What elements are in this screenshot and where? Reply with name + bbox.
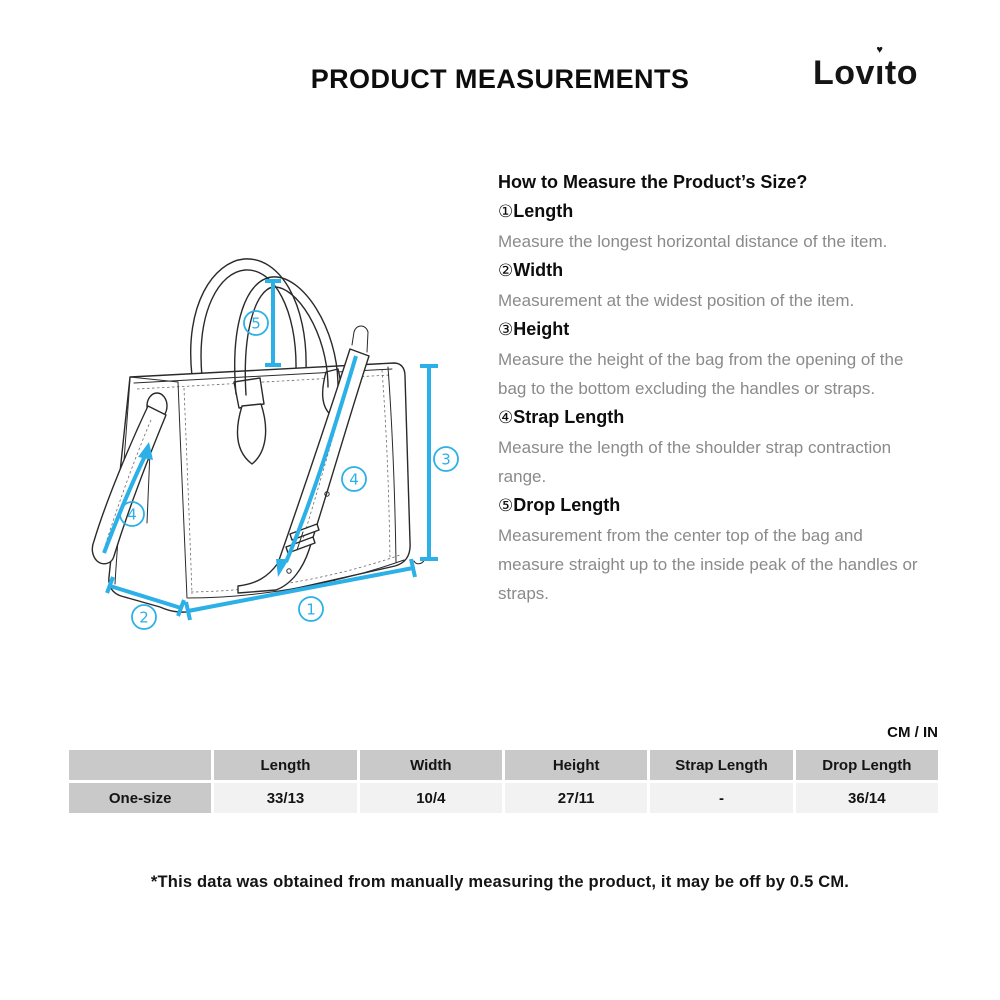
brand-logo-i: ı ♥	[874, 44, 885, 92]
svg-text:4: 4	[349, 470, 359, 489]
brand-logo-pre: Lov	[813, 54, 875, 92]
svg-text:5: 5	[251, 314, 261, 333]
instruction-label: Width	[513, 260, 564, 280]
table-value-strap-length: -	[650, 783, 792, 813]
instruction-label: Height	[513, 319, 570, 339]
bag-back-handle	[191, 259, 306, 377]
bag-line-drawing	[88, 246, 468, 646]
instruction-desc: Measurement from the center top of the bag and measure straight up to the inside peak of the handles or straps.	[498, 526, 918, 603]
instruction-item-length	[498, 197, 928, 256]
how-to-measure-title: How to Measure the Product’s Size?	[498, 172, 808, 192]
svg-text:2: 2	[139, 608, 149, 627]
brand-logo-post: to	[884, 54, 918, 92]
svg-text:1: 1	[306, 600, 316, 619]
instruction-item-height	[498, 315, 928, 403]
instruction-label: Length	[513, 201, 574, 221]
instruction-label: Drop Length	[513, 495, 621, 515]
circled-number: ④	[498, 408, 514, 428]
circled-number: ⑤	[498, 496, 514, 516]
size-table	[69, 750, 938, 813]
instruction-desc: Measure the length of the shoulder strap contraction range.	[498, 438, 892, 486]
units-label: CM / IN	[887, 724, 938, 741]
circled-number: ①	[498, 202, 514, 222]
measurement-disclaimer: *This data was obtained from manually measuring the product, it may be off by 0.5 CM.	[150, 873, 850, 891]
svg-text:3: 3	[441, 450, 451, 469]
instruction-item-width	[498, 256, 928, 315]
circled-number: ③	[498, 320, 514, 340]
heart-icon: ♥	[876, 44, 884, 56]
instruction-label: Strap Length	[513, 407, 625, 427]
brand-logo	[813, 44, 918, 93]
instruction-item-strap-length	[498, 403, 928, 491]
table-header-height: Height	[505, 750, 647, 780]
table-value-length: 33/13	[214, 783, 356, 813]
svg-text:4: 4	[127, 505, 137, 524]
how-to-measure-section	[498, 168, 928, 608]
table-header-width: Width	[360, 750, 502, 780]
table-header-empty	[69, 750, 211, 780]
table-value-height: 27/11	[505, 783, 647, 813]
table-value-drop-length: 36/14	[796, 783, 938, 813]
instruction-item-drop-length	[498, 491, 928, 608]
circled-number: ②	[498, 261, 514, 281]
table-header-drop-length: Drop Length	[796, 750, 938, 780]
bag-measurement-diagram	[88, 246, 468, 646]
table-value-width: 10/4	[360, 783, 502, 813]
table-header-strap-length: Strap Length	[650, 750, 792, 780]
instruction-desc: Measure the longest horizontal distance of the item.	[498, 232, 888, 251]
table-row-label: One-size	[69, 783, 211, 813]
instruction-desc: Measure the height of the bag from the opening of the bag to the bottom excluding the handles or straps.	[498, 350, 904, 398]
instruction-desc: Measurement at the widest position of the item.	[498, 291, 855, 310]
page-title: PRODUCT MEASUREMENTS	[310, 64, 690, 94]
table-header-length: Length	[214, 750, 356, 780]
annotation-height	[420, 366, 458, 559]
